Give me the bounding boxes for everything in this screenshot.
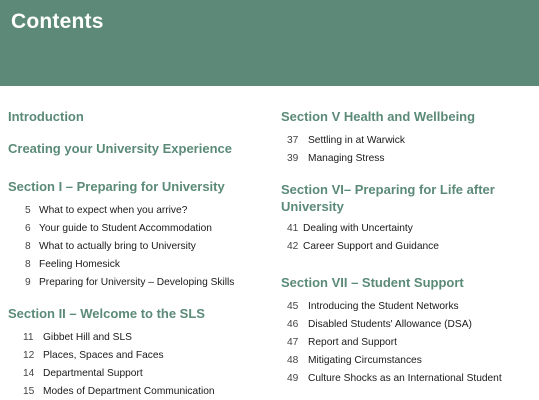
section-5-heading[interactable]: Section V Health and Wellbeing [281, 109, 476, 124]
section-2-heading[interactable]: Section II – Welcome to the SLS [8, 306, 205, 321]
toc-entry[interactable] [287, 222, 413, 235]
toc-entry[interactable] [287, 318, 472, 331]
section-1-heading[interactable]: Section I – Preparing for University [8, 179, 225, 194]
toc-entry-title: Career Support and Guidance [303, 241, 439, 252]
toc-page-number: 15 [23, 386, 35, 397]
toc-entry-title: Modes of Department Communication [43, 386, 215, 397]
toc-entry-title: Settling in at Warwick [308, 135, 405, 146]
toc-entry-title: Disabled Students' Allowance (DSA) [308, 319, 472, 330]
toc-entry-title: Report and Support [308, 337, 397, 348]
toc-entry-title: Your guide to Student Accommodation [39, 223, 212, 234]
section-6-heading-continued[interactable]: University [281, 199, 344, 214]
toc-entry[interactable] [25, 240, 196, 253]
toc-entry[interactable] [25, 222, 212, 235]
creating-university-experience-link[interactable]: Creating your University Experience [8, 141, 232, 156]
toc-entry-title: Places, Spaces and Faces [43, 350, 164, 361]
toc-entry-title: Introducing the Student Networks [308, 301, 459, 312]
toc-entry-title: What to expect when you arrive? [39, 205, 188, 216]
header-banner [0, 0, 539, 86]
toc-entry[interactable] [287, 372, 502, 385]
toc-page-number: 41 [287, 223, 299, 234]
toc-entry[interactable] [287, 354, 422, 367]
toc-page-number: 9 [25, 277, 31, 288]
toc-entry[interactable] [287, 134, 405, 147]
toc-entry[interactable] [287, 300, 459, 313]
toc-page-number: 37 [287, 135, 299, 146]
toc-page-number: 47 [287, 337, 299, 348]
toc-page-number: 48 [287, 355, 299, 366]
toc-entry-title: Preparing for University – Developing Skills [39, 277, 235, 288]
section-7-heading[interactable]: Section VII – Student Support [281, 275, 464, 290]
toc-page-number: 8 [25, 241, 31, 252]
toc-entry-title: Gibbet Hill and SLS [43, 332, 132, 343]
page-title: Contents [11, 10, 104, 33]
toc-page-number: 14 [23, 368, 35, 379]
toc-page-number: 12 [23, 350, 35, 361]
toc-entry-title: Managing Stress [308, 153, 385, 164]
toc-entry[interactable] [287, 152, 384, 165]
toc-entry[interactable] [287, 336, 397, 349]
toc-entry[interactable] [25, 258, 120, 271]
toc-entry-title: What to actually bring to University [39, 241, 196, 252]
toc-entry[interactable] [23, 331, 132, 344]
toc-entry[interactable] [25, 204, 187, 217]
toc-page-number: 46 [287, 319, 299, 330]
introduction-link[interactable]: Introduction [8, 109, 84, 124]
section-6-heading[interactable]: Section VI– Preparing for Life after [281, 182, 495, 197]
toc-entry-title: Feeling Homesick [39, 259, 120, 270]
toc-page-number: 8 [25, 259, 31, 270]
toc-entry[interactable] [23, 349, 164, 362]
toc-entry[interactable] [25, 276, 234, 289]
toc-entry-title: Departmental Support [43, 368, 143, 379]
toc-entry-title: Dealing with Uncertainty [303, 223, 413, 234]
toc-page-number: 45 [287, 301, 299, 312]
toc-page-number: 49 [287, 373, 299, 384]
toc-page-number: 5 [25, 205, 31, 216]
toc-page-number: 11 [23, 332, 34, 343]
toc-page-number: 6 [25, 223, 31, 234]
toc-entry-title: Culture Shocks as an International Student [308, 373, 502, 384]
toc-page-number: 42 [287, 241, 299, 252]
toc-page-number: 39 [287, 153, 299, 164]
toc-entry[interactable] [23, 367, 143, 380]
toc-entry[interactable] [23, 385, 215, 398]
toc-entry[interactable] [287, 240, 439, 253]
toc-entry-title: Mitigating Circumstances [308, 355, 422, 366]
